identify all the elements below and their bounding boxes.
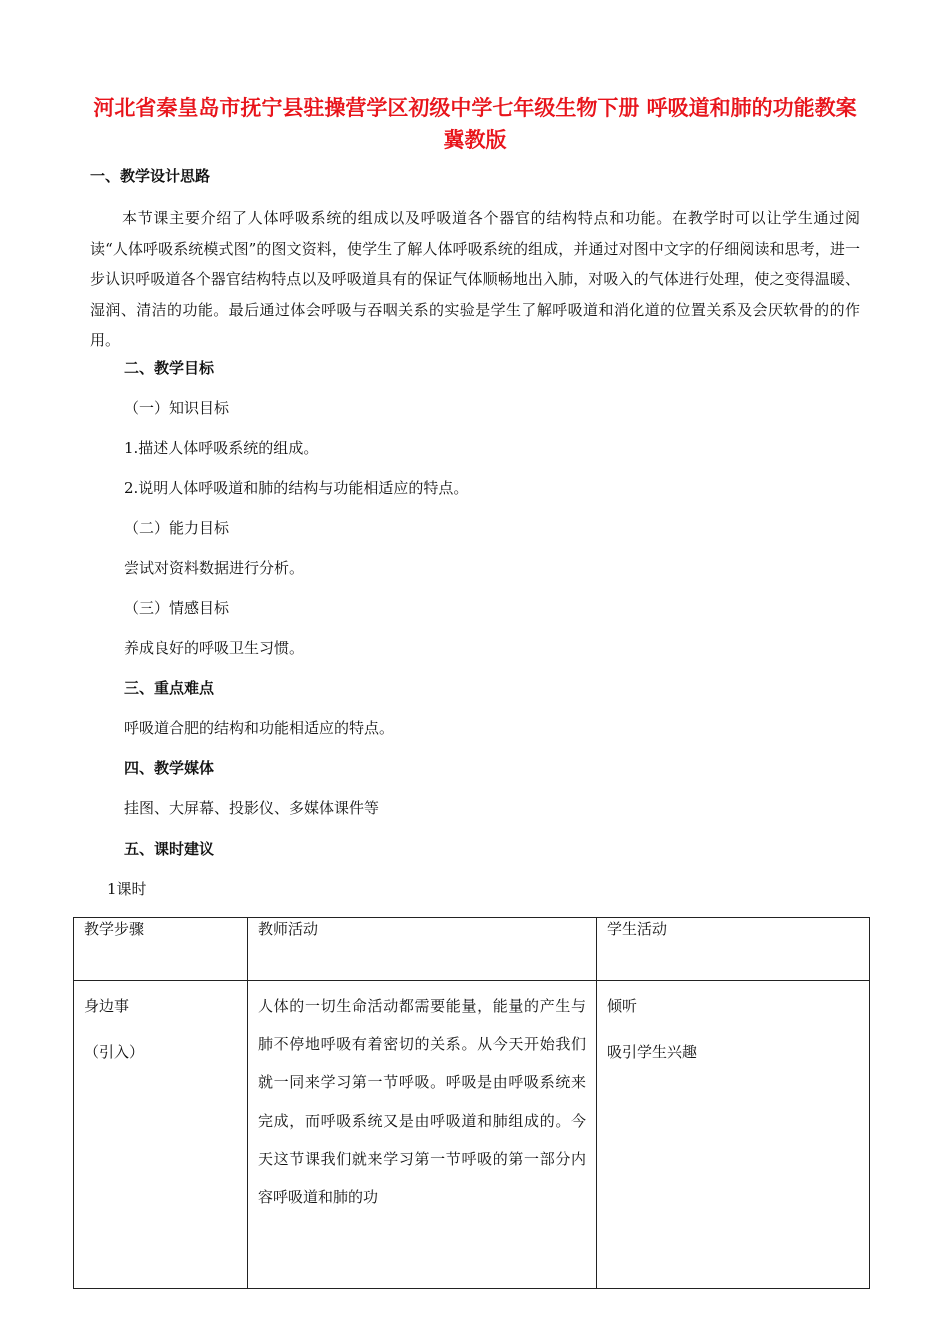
subheading-ability: （二）能力目标 [124, 519, 230, 537]
media-text: 挂图、大屏幕、投影仪、多媒体课件等 [124, 799, 380, 817]
table-row [74, 981, 870, 1289]
table-header-row [74, 918, 870, 981]
section-heading-design: 一、教学设计思路 [90, 167, 211, 185]
student-activity-cell [597, 981, 870, 1289]
keypoints-text: 呼吸道合肥的结构和功能相适应的特点。 [124, 719, 395, 737]
teacher-activity-text: 人体的一切生命活动都需要能量，能量的产生与肺不停地呼吸有着密切的关系。从今天开始我们就一同来学习第一节呼吸。呼吸是由呼吸系统来完成，而呼吸系统又是由呼吸道和肺组成的。今天这节课我们就来学习第一节呼吸的第一部分内容呼吸道和肺的功 [258, 997, 586, 1207]
header-cell-step: 教学步骤 [74, 918, 248, 981]
lesson-plan-table [73, 917, 870, 1289]
period-text: 1课时 [107, 880, 147, 898]
section-heading-keypoints: 三、重点难点 [124, 679, 215, 697]
step-label: 身边事 [84, 997, 130, 1015]
step-cell [74, 981, 248, 1289]
objective-item-1: 1.描述人体呼吸系统的组成。 [124, 439, 319, 457]
ability-text: 尝试对资料数据进行分析。 [124, 559, 305, 577]
student-activity-2: 吸引学生兴趣 [607, 1043, 698, 1061]
design-paragraph: 本节课主要介绍了人体呼吸系统的组成以及呼吸道各个器官的结构特点和功能。在教学时可以让学生通过阅读“人体呼吸系统模式图”的图文资料，使学生了解人体呼吸系统的组成，并通过对图中文字的仔细阅读和思考，进一步认识呼吸道各个器官结构特点以及呼吸道具有的保证气体顺畅地出入肺，对吸入的气体进行处理，使之变得温暖、湿润、清洁的功能。最后通过体会呼吸与吞咽关系的实验是学生了解呼吸道和消化道的位置关系及会厌软骨的的作用。 [90, 209, 860, 349]
objective-item-2: 2.说明人体呼吸道和肺的结构与功能相适应的特点。 [124, 479, 469, 497]
section-heading-media: 四、教学媒体 [124, 759, 215, 777]
subheading-emotion: （三）情感目标 [124, 599, 230, 617]
step-sublabel: （引入） [84, 1043, 145, 1061]
section-heading-period: 五、课时建议 [124, 840, 215, 858]
section-heading-objectives: 二、教学目标 [124, 359, 215, 377]
subheading-knowledge: （一）知识目标 [124, 399, 230, 417]
header-cell-teacher: 教师活动 [248, 918, 597, 981]
document-title: 河北省秦皇岛市抚宁县驻操营学区初级中学七年级生物下册 呼吸道和肺的功能教案 冀教版 [93, 96, 857, 152]
teacher-activity-cell [248, 981, 597, 1289]
emotion-text: 养成良好的呼吸卫生习惯。 [124, 639, 305, 657]
header-cell-student: 学生活动 [597, 918, 870, 981]
student-activity-1: 倾听 [607, 997, 638, 1015]
